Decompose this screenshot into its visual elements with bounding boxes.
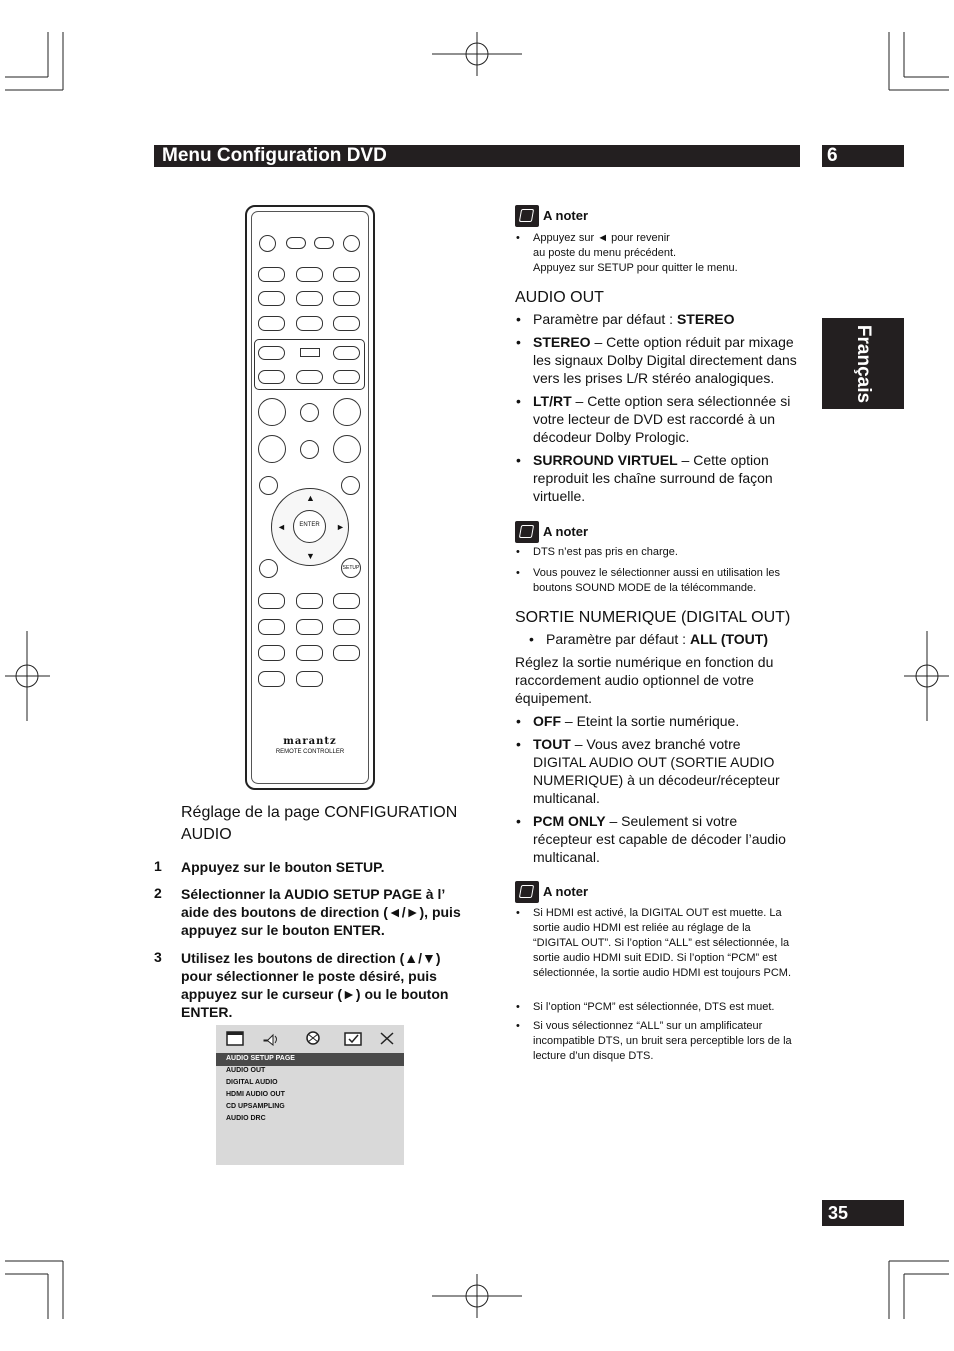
step-text: Appuyez sur le bouton SETUP.: [181, 859, 385, 875]
option-term: SURROUND VIRTUEL: [533, 452, 678, 468]
note-label: A noter: [543, 884, 589, 899]
note-item: • Vous pouvez le sélectionner aussi en utilisation les boutons SOUND MODE de la télécommande.: [533, 566, 798, 596]
remote-button: [258, 316, 285, 331]
remote-button: [333, 435, 361, 463]
note-line: Appuyez sur SETUP pour quitter le menu.: [533, 262, 738, 274]
note-line: au poste du menu précédent.: [533, 247, 677, 259]
option-desc: – Cette option reproduit les chaîne surround de façon virtuelle.: [533, 452, 773, 504]
remote-button: [296, 645, 323, 661]
arrow-up-icon: ▲: [306, 493, 315, 503]
direction-pad: [271, 488, 349, 566]
remote-button: [286, 237, 306, 249]
remote-button: [296, 316, 323, 331]
arrow-right-icon: ►: [336, 522, 345, 532]
note-item: • DTS n’est pas pris en charge.: [533, 545, 798, 560]
remote-button: [333, 593, 360, 609]
remote-button: [300, 348, 320, 357]
arrow-left-icon: ◄: [277, 522, 286, 532]
default-value: ALL (TOUT): [689, 631, 768, 647]
chapter-number: 6: [822, 145, 904, 167]
note-item: • Si l’option “PCM” est sélectionnée, DTS est muet.: [533, 1000, 798, 1015]
option-desc: – Cette option réduit par mixage les signaux Dolby Digital directement dans vers les prises L/R stéréo analogiques.: [533, 334, 797, 386]
note-item: • Si HDMI est activé, la DIGITAL OUT est muette. La sortie audio HDMI est reliée au réglage de la “DIGITAL OUT”. Si l’option “ALL” est sélectionnée, la sortie audio HDMI suit EDID. Si l’option “PCM” est sélectionnée, la sortie audio HDMI est toujours PCM.: [533, 906, 798, 981]
remote-button: [259, 559, 278, 578]
note-icon: [515, 881, 539, 903]
note-label: A noter: [543, 208, 589, 223]
remote-button: [333, 398, 361, 426]
general-setup-icon: [226, 1031, 244, 1046]
remote-button: [296, 267, 323, 282]
remote-button: [333, 346, 360, 360]
option-item: [533, 812, 798, 866]
remote-button: [300, 403, 319, 422]
language-tab: [822, 318, 904, 409]
option-term: TOUT: [533, 736, 571, 752]
remote-button: [343, 235, 360, 252]
step-number: 3: [154, 949, 162, 965]
language-label: Français: [853, 324, 874, 403]
section-title: Menu Configuration DVD: [154, 145, 800, 167]
enter-label: ENTER: [299, 522, 320, 528]
menu-title-bar: [216, 1053, 404, 1066]
remote-button: [314, 237, 334, 249]
option-desc: – Vous avez branché votre DIGITAL AUDIO OUT (SORTIE AUDIO NUMERIQUE) à un décodeur/récepteur multicanal.: [533, 736, 780, 806]
option-item: [533, 735, 795, 807]
remote-button: [333, 370, 360, 384]
remote-button: [258, 267, 285, 282]
arrow-down-icon: ▼: [306, 551, 315, 561]
brand-logo: marantz: [283, 736, 337, 747]
default-label: Paramètre par défaut :: [546, 631, 690, 647]
setup-button: SETUP: [341, 558, 361, 578]
option-desc: – Cette option sera sélectionnée si votre lecteur de DVD est raccordé à un décodeur Dolby Prologic.: [533, 393, 791, 445]
audio-setup-icon: [262, 1031, 280, 1046]
remote-button: [333, 316, 360, 331]
remote-button: [341, 476, 360, 495]
step-number: 1: [154, 858, 162, 874]
power-button: [259, 235, 276, 252]
menu-item: HDMI AUDIO OUT: [226, 1091, 285, 1098]
remote-button: [258, 671, 285, 687]
default-setting: [533, 310, 803, 328]
option-desc: – Eteint la sortie numérique.: [561, 713, 740, 729]
note-line: • Appuyez sur ◄ pour revenir: [533, 232, 670, 244]
remote-button: [258, 370, 285, 384]
step-text: Utilisez les boutons de direction (▲/▼) pour sélectionner le poste désiré, puis appuyez sur le curseur (►) ou le bouton ENTER.: [181, 950, 449, 1020]
note-item: [533, 231, 793, 276]
left-heading: Réglage de la page CONFIGURATION AUDIO: [181, 804, 458, 843]
note-icon: [515, 205, 539, 227]
remote-button: [333, 291, 360, 306]
audio-setup-menu-screenshot: [216, 1025, 404, 1165]
preference-icon: [344, 1031, 362, 1046]
exit-icon: [378, 1031, 396, 1046]
menu-title: AUDIO SETUP PAGE: [226, 1055, 295, 1062]
menu-item: CD UPSAMPLING: [226, 1103, 285, 1110]
option-term: LT/RT: [533, 393, 572, 409]
remote-button: [258, 435, 286, 463]
remote-button: [333, 619, 360, 635]
digital-out-heading: SORTIE NUMERIQUE (DIGITAL OUT): [515, 609, 791, 626]
option-term: STEREO: [533, 334, 591, 350]
option-item: [533, 392, 798, 446]
remote-button: [258, 593, 285, 609]
default-setting: [546, 630, 806, 648]
menu-item: DIGITAL AUDIO: [226, 1079, 278, 1086]
note-item: • Si vous sélectionnez “ALL” sur un amplificateur incompatible DTS, un bruit sera perceptible lors de la lecture d’un disque DTS.: [533, 1019, 798, 1064]
enter-button: [293, 510, 326, 543]
remote-button: [296, 593, 323, 609]
page-number: 35: [822, 1200, 904, 1226]
option-term: OFF: [533, 713, 561, 729]
step-text: Sélectionner la AUDIO SETUP PAGE à l’ aide des boutons de direction (◄/►), puis appuyez sur le bouton ENTER.: [181, 886, 461, 938]
note-label: A noter: [543, 524, 589, 539]
default-label: Paramètre par défaut :: [533, 311, 677, 327]
option-item: [533, 333, 803, 387]
remote-button: [296, 370, 323, 384]
remote-button: [300, 440, 319, 459]
remote-button: [333, 267, 360, 282]
remote-button: [259, 476, 278, 495]
remote-button: [258, 619, 285, 635]
option-item: [533, 451, 798, 505]
note-icon: [515, 521, 539, 543]
audio-out-heading: AUDIO OUT: [515, 289, 604, 306]
digital-out-intro: Réglez la sortie numérique en fonction du raccordement audio optionnel de votre équipement.: [515, 654, 774, 706]
option-term: PCM ONLY: [533, 813, 606, 829]
option-item: [533, 712, 803, 730]
remote-button: [258, 398, 286, 426]
remote-button: [296, 291, 323, 306]
menu-item: AUDIO OUT: [226, 1067, 266, 1074]
remote-button: [296, 619, 323, 635]
remote-button: [296, 671, 323, 687]
remote-button: [258, 291, 285, 306]
step-number: 2: [154, 885, 162, 901]
option-desc: – Seulement si votre récepteur est capable de décoder l’audio multicanal.: [533, 813, 786, 865]
menu-item: AUDIO DRC: [226, 1115, 266, 1122]
remote-button: [258, 645, 285, 661]
remote-button: [258, 346, 285, 360]
video-setup-icon: [304, 1031, 322, 1046]
remote-button: [333, 645, 360, 661]
default-value: STEREO: [676, 311, 735, 327]
remote-subtitle: REMOTE CONTROLLER: [275, 749, 345, 755]
